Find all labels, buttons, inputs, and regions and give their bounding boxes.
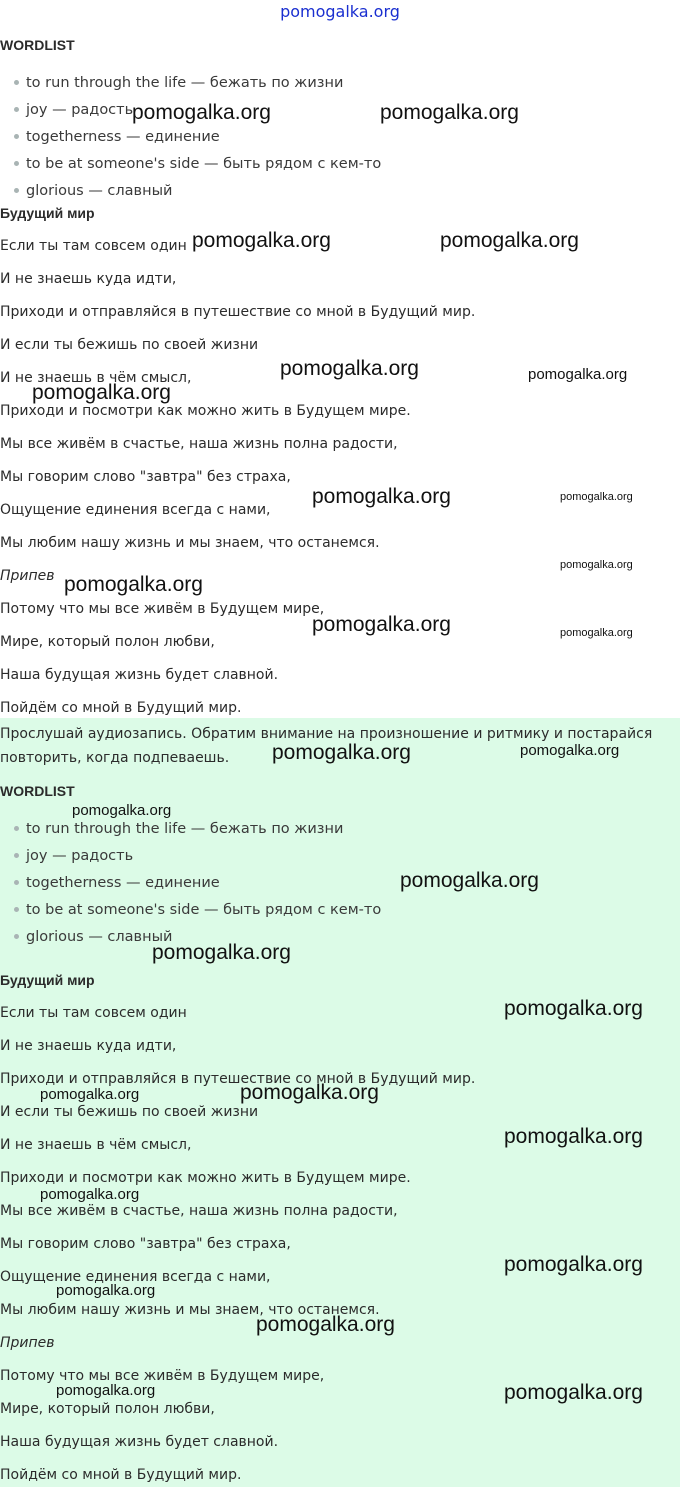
- watermark: pomogalka.org: [32, 381, 171, 404]
- bullet-icon: [14, 853, 19, 858]
- lyric-line: И не знаешь в чём смысл,: [0, 1137, 192, 1153]
- watermark: pomogalka.org: [380, 101, 519, 124]
- lyric-line: Пойдём со мной в Будущий мир.: [0, 1467, 242, 1483]
- watermark: pomogalka.org: [256, 1313, 395, 1336]
- song-title: Будущий мир: [0, 972, 95, 988]
- wordlist-item: joy — радость: [14, 848, 133, 864]
- lyric-line: Мы говорим слово "завтра" без страха,: [0, 469, 291, 485]
- lyric-line: Мы все живём в счастье, наша жизнь полна радости,: [0, 436, 398, 452]
- wordlist-item: to be at someone's side — быть рядом с кем-то: [14, 902, 381, 918]
- watermark: pomogalka.org: [56, 1382, 156, 1399]
- site-mark: pomogalka.org: [280, 2, 400, 21]
- wordlist-item: togetherness — единение: [14, 129, 220, 145]
- watermark: pomogalka.org: [152, 941, 291, 964]
- watermark: pomogalka.org: [240, 1081, 379, 1104]
- lyric-line: Ощущение единения всегда с нами,: [0, 1269, 271, 1285]
- wordlist-item: to run through the life — бежать по жизни: [14, 821, 343, 837]
- bullet-icon: [14, 107, 19, 112]
- lyric-line: Потому что мы все живём в Будущем мире,: [0, 1368, 325, 1384]
- lyric-line: Приходи и отправляйся в путешествие со мной в Будущий мир.: [0, 1071, 476, 1087]
- wordlist-item: to run through the life — бежать по жизни: [14, 75, 343, 91]
- lyric-line: И не знаешь куда идти,: [0, 1038, 177, 1054]
- wordlist-item: to be at someone's side — быть рядом с кем-то: [14, 156, 381, 172]
- watermark: pomogalka.org: [560, 559, 633, 571]
- watermark: pomogalka.org: [312, 485, 451, 508]
- watermark: pomogalka.org: [504, 1125, 643, 1148]
- bullet-icon: [14, 80, 19, 85]
- lyric-line: Ощущение единения всегда с нами,: [0, 502, 271, 518]
- wordlist-item: glorious — славный: [14, 929, 172, 945]
- watermark: pomogalka.org: [440, 229, 579, 252]
- lyric-line: Мы говорим слово "завтра" без страха,: [0, 1236, 291, 1252]
- lyric-line: И если ты бежишь по своей жизни: [0, 1104, 259, 1120]
- watermark: pomogalka.org: [560, 627, 633, 639]
- watermark: pomogalka.org: [504, 1253, 643, 1276]
- wordlist-title: WORDLIST: [0, 37, 75, 53]
- bullet-icon: [14, 161, 19, 166]
- lyric-line: Если ты там совсем один: [0, 1005, 187, 1021]
- watermark: pomogalka.org: [400, 869, 539, 892]
- lyric-line: Мире, который полон любви,: [0, 1401, 215, 1417]
- watermark: pomogalka.org: [280, 357, 419, 380]
- watermark: pomogalka.org: [72, 802, 172, 819]
- watermark: pomogalka.org: [132, 101, 271, 124]
- song-title: Будущий мир: [0, 205, 95, 221]
- wordlist-title: WORDLIST: [0, 783, 75, 799]
- lyric-line: И не знаешь куда идти,: [0, 271, 177, 287]
- lyric-line: Если ты там совсем один: [0, 238, 187, 254]
- watermark: pomogalka.org: [40, 1186, 140, 1203]
- watermark: pomogalka.org: [312, 613, 451, 636]
- lyric-line: Пойдём со мной в Будущий мир.: [0, 700, 242, 716]
- lyric-line: Мы любим нашу жизнь и мы знаем, что останемся.: [0, 1302, 380, 1318]
- lyric-line: Наша будущая жизнь будет славной.: [0, 667, 279, 683]
- wordlist-item: glorious — славный: [14, 183, 172, 199]
- bullet-icon: [14, 188, 19, 193]
- lyric-line: И если ты бежишь по своей жизни: [0, 337, 259, 353]
- lyric-line: Мы все живём в счастье, наша жизнь полна радости,: [0, 1203, 398, 1219]
- watermark: pomogalka.org: [64, 573, 203, 596]
- watermark: pomogalka.org: [528, 366, 628, 383]
- bullet-icon: [14, 934, 19, 939]
- instruction-text: Прослушай аудиозапись. Обратим внимание на произношение и ритмику и постарайся повторить, когда подпеваешь.: [0, 726, 653, 766]
- lyric-line: Приходи и отправляйся в путешествие со мной в Будущий мир.: [0, 304, 476, 320]
- lyric-line: И не знаешь в чём смысл,: [0, 370, 192, 386]
- watermark: pomogalka.org: [40, 1086, 140, 1103]
- watermark: pomogalka.org: [192, 229, 331, 252]
- lyric-line: Приходи и посмотри как можно жить в Будущем мире.: [0, 1170, 411, 1186]
- watermark: pomogalka.org: [272, 741, 411, 764]
- watermark: pomogalka.org: [56, 1282, 156, 1299]
- lyric-line: Потому что мы все живём в Будущем мире,: [0, 601, 325, 617]
- watermark: pomogalka.org: [520, 742, 620, 759]
- chorus-label: Припев: [0, 1335, 55, 1351]
- watermark: pomogalka.org: [560, 491, 633, 503]
- watermark: pomogalka.org: [504, 1381, 643, 1404]
- lyric-line: Мире, который полон любви,: [0, 634, 215, 650]
- bullet-icon: [14, 907, 19, 912]
- bullet-icon: [14, 880, 19, 885]
- wordlist-item: joy — радость: [14, 102, 133, 118]
- watermark: pomogalka.org: [504, 997, 643, 1020]
- lyric-line: Мы любим нашу жизнь и мы знаем, что останемся.: [0, 535, 380, 551]
- bullet-icon: [14, 134, 19, 139]
- bullet-icon: [14, 826, 19, 831]
- lyric-line: Приходи и посмотри как можно жить в Будущем мире.: [0, 403, 411, 419]
- wordlist-item: togetherness — единение: [14, 875, 220, 891]
- chorus-label: Припев: [0, 568, 55, 584]
- lyric-line: Наша будущая жизнь будет славной.: [0, 1434, 279, 1450]
